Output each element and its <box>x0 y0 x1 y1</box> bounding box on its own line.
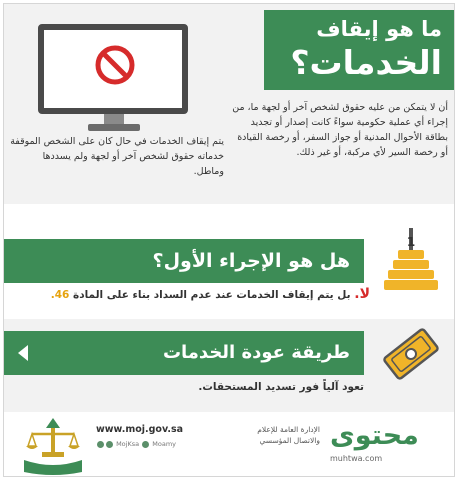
answer-no-label: لا. <box>354 286 370 302</box>
media-department-line2: والاتصال المؤسسي <box>259 436 320 445</box>
monitor-stand-neck <box>104 114 124 124</box>
social-links <box>96 440 176 448</box>
social-label1: MojKsa <box>116 440 140 448</box>
article-number: 46. <box>50 289 70 301</box>
main-title-line2: الخدمات؟ <box>290 43 442 82</box>
muhtwa-logo <box>330 420 419 463</box>
return-services-section <box>4 319 455 412</box>
muhtwa-url: muhtwa.com <box>330 454 383 463</box>
first-action-answer <box>34 286 370 302</box>
stacked-rings-icon <box>384 226 438 292</box>
first-action-section <box>4 204 455 319</box>
ministry-url[interactable]: www.moj.gov.sa <box>96 424 184 435</box>
ministry-of-justice-logo <box>18 414 88 476</box>
tower-number: 1 <box>406 235 416 249</box>
infographic <box>3 3 455 477</box>
media-department <box>248 424 320 446</box>
footer <box>4 412 455 477</box>
return-services-heading: طريقة عودة الخدمات <box>4 331 364 375</box>
answer-text: بل يتم إيقاف الخدمات عند عدم السداد بناء على المادة <box>69 289 355 301</box>
media-department-line1: الإدارة العامة للإعلام <box>257 425 320 434</box>
monitor-stand-base <box>88 124 140 131</box>
monitor-icon <box>38 24 188 114</box>
main-title-box <box>264 10 455 90</box>
definition-text: أن لا يتمكن من عليه حقوق لشخص آخر أو لجهة ما، من إجراء أي عملية حكومية سواءً كانت إصدار أو تجديد بطاقة الأحوال المدنية أو جواز السفر، أو رخصة القيادة أو رخصة السير لأي مركبة، أو غير ذلك. <box>232 102 448 158</box>
suspension-condition-text: يتم إيقاف الخدمات في حال كان على الشخص الموقفة خدماته حقوق لشخص آخر أو لجهة ولم يسددها وماطل. <box>10 136 224 177</box>
main-title-line1: ما هو إيقاف <box>316 17 442 41</box>
return-services-text: تعود آلياً فور تسديد المستحقات. <box>198 381 364 393</box>
social-label2: Moamy <box>152 440 177 448</box>
banknote-icon <box>380 323 442 385</box>
prohibited-icon <box>94 44 136 86</box>
first-action-heading: هل هو الإجراء الأول؟ <box>4 239 364 283</box>
what-is-suspension-section <box>4 4 455 204</box>
muhtwa-brand: محتوى <box>330 420 419 451</box>
instagram-icon[interactable] <box>142 441 149 448</box>
youtube-icon[interactable] <box>106 441 113 448</box>
twitter-icon[interactable] <box>97 441 104 448</box>
